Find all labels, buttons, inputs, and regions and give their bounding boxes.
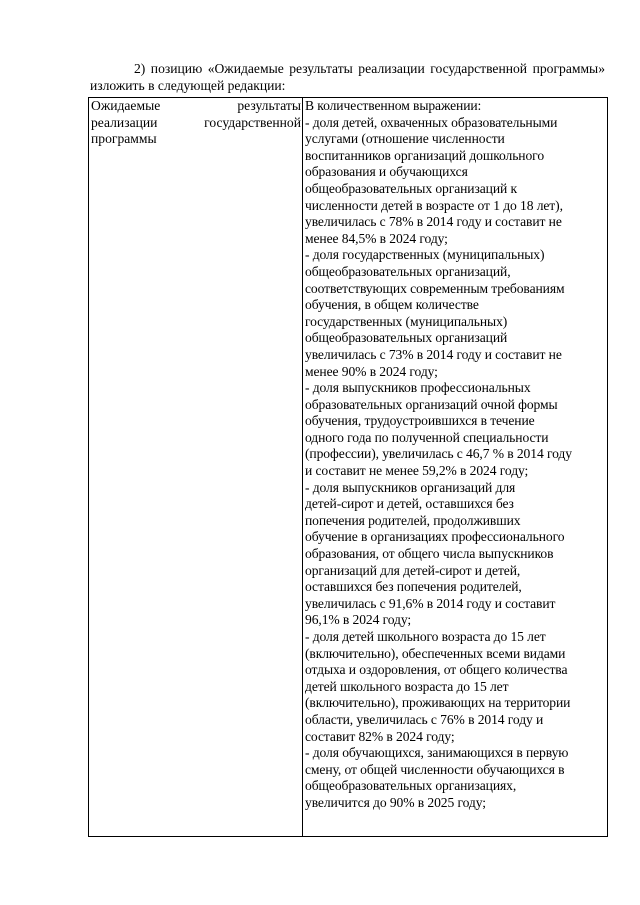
- right-line-42: общеобразовательных организациях,: [305, 778, 517, 794]
- right-line-26: попечения родителей, продолживших: [305, 512, 521, 528]
- right-line-18: - доля выпускников профессиональных: [305, 380, 531, 396]
- left-line-3: программы: [91, 131, 157, 147]
- right-line-39: составит 82% в 2024 году;: [305, 728, 455, 744]
- right-line-10: - доля государственных (муниципальных): [305, 247, 545, 263]
- right-line-22: (профессии), увеличилась с 46,7 % в 2014 году: [305, 446, 572, 462]
- right-line-36: детей школьного возраста до 15 лет: [305, 678, 509, 694]
- right-line-12: соответствующих современным требованиям: [305, 280, 565, 296]
- right-line-30: оставшихся без попечения родителей,: [305, 579, 522, 595]
- right-line-41: смену, от общей численности обучающихся в: [305, 761, 565, 777]
- right-line-20: обучения, трудоустроившихся в течение: [305, 413, 535, 429]
- right-line-3: услугами (отношение численности: [305, 131, 505, 147]
- right-line-8: увеличилась с 78% в 2014 году и составит не: [305, 214, 562, 230]
- results-table: [88, 97, 608, 837]
- right-line-24: - доля выпускников организаций для: [305, 479, 516, 495]
- right-line-31: увеличилась с 91,6% в 2014 году и составит: [305, 595, 556, 611]
- right-line-19: образовательных организаций очной формы: [305, 396, 558, 412]
- right-line-7: численности детей в возрасте от 1 до 18 лет),: [305, 197, 563, 213]
- right-line-27: обучение в организациях профессионального: [305, 529, 565, 545]
- right-line-6: общеобразовательных организаций к: [305, 180, 518, 196]
- right-line-23: и составит не менее 59,2% в 2024 году;: [305, 463, 529, 479]
- right-line-33: - доля детей школьного возраста до 15 лет: [305, 629, 546, 644]
- right-line-15: общеобразовательных организаций: [305, 330, 508, 346]
- left-line-2: реализации государственной: [91, 114, 301, 130]
- right-line-1: В количественном выражении:: [305, 98, 482, 113]
- right-line-17: менее 90% в 2024 году;: [305, 363, 438, 379]
- right-line-25: детей-сирот и детей, оставшихся без: [305, 496, 514, 512]
- intro-line-2: программы» изложить в следующей редакции:: [90, 61, 605, 93]
- right-line-29: организаций для детей-сирот и детей,: [305, 562, 521, 578]
- right-line-13: обучения, в общем количестве: [305, 297, 479, 313]
- right-line-28: образования, от общего числа выпускников: [305, 546, 554, 562]
- right-line-5: образования и обучающихся: [305, 164, 468, 180]
- right-line-40: - доля обучающихся, занимающихся в первую: [305, 745, 569, 761]
- right-line-34: (включительно), обеспеченных всеми видами: [305, 645, 566, 661]
- right-line-43: увеличится до 90% в 2025 году;: [305, 794, 486, 810]
- right-line-14: государственных (муниципальных): [305, 313, 508, 329]
- left-line-1: Ожидаемые результаты: [91, 98, 301, 113]
- intro-paragraph: [90, 61, 605, 94]
- right-line-21: одного года по полученной специальности: [305, 429, 549, 445]
- right-line-38: области, увеличилась с 76% в 2014 году и: [305, 711, 544, 727]
- right-line-32: 96,1% в 2024 году;: [305, 612, 412, 628]
- table-right-cell: [303, 98, 607, 836]
- table-left-cell: [89, 98, 303, 836]
- right-line-2: - доля детей, охваченных образовательными: [305, 114, 558, 130]
- right-line-4: воспитанников организаций дошкольного: [305, 147, 545, 163]
- right-line-11: общеобразовательных организаций,: [305, 263, 511, 279]
- right-line-35: отдыха и оздоровления, от общего количества: [305, 662, 568, 678]
- intro-line-1: 2) позицию «Ожидаемые результаты реализации государственной: [134, 61, 528, 76]
- right-line-37: (включительно), проживающих на территории: [305, 695, 571, 711]
- right-line-16: увеличилась с 73% в 2014 году и составит не: [305, 346, 562, 362]
- right-line-9: менее 84,5% в 2024 году;: [305, 230, 448, 246]
